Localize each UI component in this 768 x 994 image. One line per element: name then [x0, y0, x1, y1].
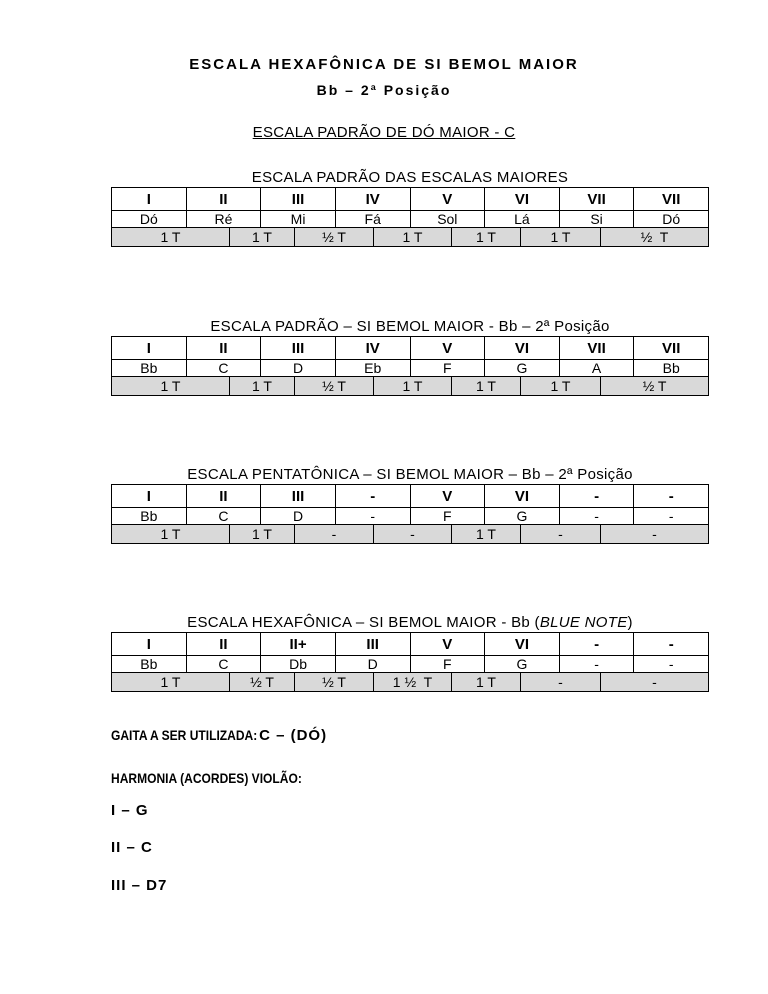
degree-cell: - — [559, 485, 634, 507]
degree-cell: - — [633, 485, 708, 507]
scale-title: ESCALA PADRÃO – SI BEMOL MAIOR - Bb – 2ª Posição — [210, 318, 610, 335]
note-cell: C — [186, 656, 261, 672]
degrees-row — [112, 337, 708, 359]
degree-cell: V — [410, 485, 485, 507]
interval-cell: - — [600, 525, 708, 543]
degree-cell: VII — [559, 337, 634, 359]
note-cell: Db — [260, 656, 335, 672]
note-cell: Lá — [484, 211, 559, 227]
interval-cell: 1 T — [451, 673, 520, 691]
gaita-value: C – (DÓ) — [259, 727, 328, 744]
note-cell: A — [559, 360, 634, 376]
interval-cell: 1 T — [520, 228, 600, 246]
note-cell: C — [186, 508, 261, 524]
note-cell: - — [559, 508, 634, 524]
chord-item: I – G — [111, 802, 149, 819]
degrees-row — [112, 633, 708, 655]
note-cell: Si — [559, 211, 634, 227]
blue-note-label: BLUE NOTE — [539, 614, 628, 631]
note-cell: D — [260, 360, 335, 376]
note-cell: F — [410, 360, 485, 376]
degree-cell: VI — [484, 485, 559, 507]
degrees-row — [112, 485, 708, 507]
note-cell: G — [484, 360, 559, 376]
interval-cell: 1 T — [160, 674, 181, 690]
document-subtitle: Bb – 2ª Posição — [316, 82, 452, 98]
scale-section-bb-major — [111, 317, 709, 396]
degree-cell: VII — [559, 188, 634, 210]
note-cell: - — [559, 656, 634, 672]
scale-table — [111, 336, 709, 396]
degree-cell: VI — [484, 337, 559, 359]
scale-table — [111, 187, 709, 247]
note-cell: G — [484, 508, 559, 524]
scale-table — [111, 484, 709, 544]
notes-row — [112, 210, 708, 227]
degree-cell: II — [186, 633, 261, 655]
degree-cell: I — [146, 190, 151, 208]
note-cell: Dó — [633, 211, 708, 227]
interval-cell: ½ T — [294, 673, 373, 691]
interval-cell: 1 T — [160, 378, 181, 394]
degree-cell: VII — [633, 188, 708, 210]
interval-cell: ½ T — [600, 377, 708, 395]
note-cell: Fá — [335, 211, 410, 227]
interval-cell: 1 T — [520, 377, 600, 395]
degree-cell: VI — [484, 633, 559, 655]
interval-cell: 1 T — [451, 377, 520, 395]
interval-cell: - — [294, 525, 373, 543]
note-cell: - — [633, 508, 708, 524]
degree-cell: III — [335, 633, 410, 655]
section-heading: ESCALA PADRÃO DE DÓ MAIOR - C — [252, 124, 516, 141]
interval-cell: - — [600, 673, 708, 691]
note-cell: Dó — [139, 211, 158, 227]
interval-cell: 1 T — [451, 228, 520, 246]
intervals-row — [112, 524, 708, 543]
interval-cell: ½ T — [600, 228, 708, 246]
degree-cell: I — [146, 339, 151, 357]
degree-cell: V — [410, 188, 485, 210]
intervals-row — [112, 672, 708, 691]
degree-cell: III — [260, 485, 335, 507]
degree-cell: IV — [335, 337, 410, 359]
note-cell: Mi — [260, 211, 335, 227]
note-cell: Bb — [140, 360, 158, 376]
interval-cell: 1 T — [373, 228, 451, 246]
interval-cell: - — [520, 673, 600, 691]
interval-cell: ½ T — [229, 673, 294, 691]
scale-title — [111, 613, 709, 632]
note-cell: Bb — [633, 360, 708, 376]
notes-row — [112, 359, 708, 376]
note-cell: C — [186, 360, 261, 376]
notes-row — [112, 655, 708, 672]
degree-cell: - — [335, 485, 410, 507]
degree-cell: V — [410, 633, 485, 655]
degree-cell: I — [146, 487, 151, 505]
interval-cell: - — [373, 525, 451, 543]
gaita-label: GAITA A SER UTILIZADA: — [111, 727, 258, 743]
document-title: ESCALA HEXAFÔNICA DE SI BEMOL MAIOR — [189, 56, 579, 73]
interval-cell: 1 T — [229, 525, 294, 543]
note-cell: G — [484, 656, 559, 672]
degree-cell: VI — [484, 188, 559, 210]
degree-cell: II — [186, 485, 261, 507]
interval-cell: 1 T — [160, 526, 181, 542]
interval-cell: 1 T — [160, 229, 181, 245]
chord-item: II – C — [111, 839, 153, 856]
notes-row — [112, 507, 708, 524]
scale-section-hexatonic — [111, 613, 709, 692]
degree-cell: V — [410, 337, 485, 359]
scale-section-pentatonic — [111, 465, 709, 544]
interval-cell: ½ T — [294, 377, 373, 395]
interval-cell: ½ T — [294, 228, 373, 246]
note-cell: Sol — [410, 211, 485, 227]
degree-cell: VII — [633, 337, 708, 359]
degree-cell: - — [559, 633, 634, 655]
note-cell: - — [633, 656, 708, 672]
degree-cell: - — [633, 633, 708, 655]
note-cell: D — [260, 508, 335, 524]
degree-cell: II — [186, 188, 261, 210]
note-cell: Eb — [335, 360, 410, 376]
gaita-line — [111, 727, 327, 745]
scale-section-c-major — [111, 168, 709, 247]
note-cell: F — [410, 656, 485, 672]
interval-cell: 1 ½ T — [373, 673, 451, 691]
note-cell: - — [335, 508, 410, 524]
harmonia-label: HARMONIA (ACORDES) VIOLÃO: — [111, 770, 302, 786]
note-cell: F — [410, 508, 485, 524]
scale-title-text: ESCALA HEXAFÔNICA – SI BEMOL MAIOR - Bb ( — [187, 614, 540, 631]
degree-cell: III — [260, 337, 335, 359]
note-cell: Bb — [140, 508, 158, 524]
degree-cell: III — [260, 188, 335, 210]
interval-cell: 1 T — [229, 377, 294, 395]
interval-cell: 1 T — [229, 228, 294, 246]
scale-title-close: ) — [627, 614, 633, 631]
degree-cell: I — [146, 635, 151, 653]
scale-title: ESCALA PENTATÔNICA – SI BEMOL MAIOR – Bb – 2ª Posição — [187, 466, 633, 483]
intervals-row — [112, 376, 708, 395]
interval-cell: 1 T — [451, 525, 520, 543]
degrees-row — [112, 188, 708, 210]
scale-title: ESCALA PADRÃO DAS ESCALAS MAIORES — [251, 169, 569, 186]
degree-cell: II+ — [260, 633, 335, 655]
note-cell: Bb — [140, 656, 158, 672]
scale-table — [111, 632, 709, 692]
note-cell: D — [335, 656, 410, 672]
intervals-row — [112, 227, 708, 246]
degree-cell: II — [186, 337, 261, 359]
interval-cell: 1 T — [373, 377, 451, 395]
chord-item: III – D7 — [111, 877, 168, 894]
interval-cell: - — [520, 525, 600, 543]
note-cell: Ré — [186, 211, 261, 227]
degree-cell: IV — [335, 188, 410, 210]
